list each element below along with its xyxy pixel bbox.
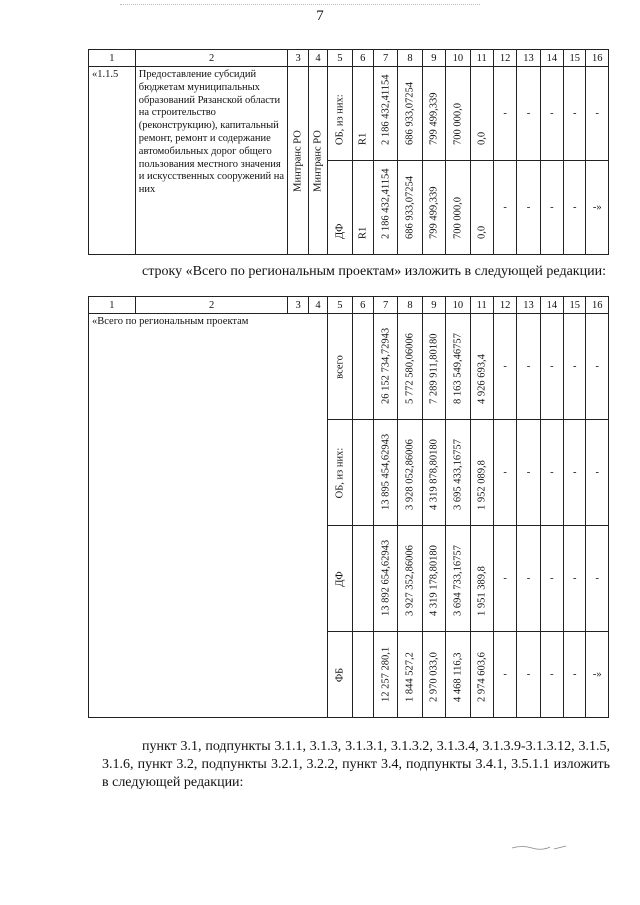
value-cell: 3 695 433,16757 bbox=[446, 420, 470, 526]
dash-cell: - bbox=[517, 161, 540, 255]
value-cell: 1 951 389,8 bbox=[470, 526, 493, 632]
dash-cell: - bbox=[564, 67, 586, 161]
header-num: 3 bbox=[288, 297, 308, 314]
value-cell: 2 970 033,0 bbox=[422, 632, 445, 718]
source-cell: ФБ bbox=[328, 632, 352, 718]
header-num: 4 bbox=[308, 297, 327, 314]
source-cell: всего bbox=[328, 314, 352, 420]
value-cell: 0,0 bbox=[470, 67, 493, 161]
value-cell: 13 895 454,62943 bbox=[373, 420, 397, 526]
header-num: 14 bbox=[540, 50, 563, 67]
dash-cell: - bbox=[493, 526, 516, 632]
header-num: 11 bbox=[470, 297, 493, 314]
dash-cell: - bbox=[517, 632, 540, 718]
value-cell: 7 289 911,80180 bbox=[422, 314, 445, 420]
dash-cell: - bbox=[517, 420, 540, 526]
dash-cell: - bbox=[517, 526, 540, 632]
dash-cell: -» bbox=[586, 632, 609, 718]
header-num: 1 bbox=[89, 50, 136, 67]
header-num: 12 bbox=[493, 50, 516, 67]
value-cell: 5 772 580,06006 bbox=[398, 314, 422, 420]
item-code: «1.1.5 bbox=[89, 67, 136, 255]
value-cell: 0,0 bbox=[470, 161, 493, 255]
header-num: 5 bbox=[328, 297, 352, 314]
dash-cell: -» bbox=[586, 161, 609, 255]
table-row bbox=[89, 314, 609, 420]
total-label: «Всего по региональным проектам bbox=[89, 314, 328, 718]
table-2-header-row bbox=[89, 297, 609, 314]
dash-cell: - bbox=[493, 632, 516, 718]
table-1-header-row bbox=[89, 50, 609, 67]
dash-cell: - bbox=[586, 526, 609, 632]
value-cell: 686 933,07254 bbox=[398, 161, 422, 255]
empty-cell bbox=[352, 420, 373, 526]
header-num: 15 bbox=[564, 50, 586, 67]
value-cell: 3 927 352,86006 bbox=[398, 526, 422, 632]
header-num: 7 bbox=[373, 297, 397, 314]
value-cell: 4 319 878,80180 bbox=[422, 420, 445, 526]
table-1-1-5 bbox=[88, 49, 609, 255]
header-num: 6 bbox=[352, 50, 373, 67]
source-cell: ДФ bbox=[328, 526, 352, 632]
code-cell: R1 bbox=[352, 67, 373, 161]
dash-cell: - bbox=[517, 67, 540, 161]
header-num: 10 bbox=[446, 297, 470, 314]
executor-col4: Минтранс РО bbox=[308, 67, 327, 255]
dash-cell: - bbox=[564, 314, 586, 420]
value-cell: 2 974 603,6 bbox=[470, 632, 493, 718]
value-cell: 700 000,0 bbox=[446, 67, 470, 161]
table-total-regional-projects bbox=[88, 296, 609, 718]
value-cell: 799 499,339 bbox=[422, 161, 445, 255]
value-cell: 686 933,07254 bbox=[398, 67, 422, 161]
dash-cell: - bbox=[493, 161, 516, 255]
dash-cell: - bbox=[564, 161, 586, 255]
header-num: 12 bbox=[493, 297, 516, 314]
dash-cell: - bbox=[540, 67, 563, 161]
dash-cell: - bbox=[540, 161, 563, 255]
pen-scribble-mark bbox=[510, 842, 570, 852]
header-num: 13 bbox=[517, 50, 540, 67]
value-cell: 2 186 432,41154 bbox=[373, 161, 397, 255]
header-num: 10 bbox=[446, 50, 470, 67]
dash-cell: - bbox=[586, 67, 609, 161]
header-num: 9 bbox=[422, 297, 445, 314]
value-cell: 26 152 734,72943 bbox=[373, 314, 397, 420]
item-description: Предоставление субсидий бюджетам муниципальных образований Рязанской области на строительство (реконструкцию), капитальный ремонт, ремонт и содержание автомобильных дорог общего пользования местного значения и искусственных сооружений на них bbox=[135, 67, 288, 255]
source-cell: ОБ, из них: bbox=[328, 420, 352, 526]
header-num: 2 bbox=[135, 297, 288, 314]
dash-cell: - bbox=[493, 314, 516, 420]
source-cell: ОБ, из них: bbox=[328, 67, 352, 161]
header-num: 8 bbox=[398, 50, 422, 67]
dash-cell: - bbox=[493, 67, 516, 161]
page-number: 7 bbox=[316, 8, 324, 24]
value-cell: 3 694 733,16757 bbox=[446, 526, 470, 632]
table-row bbox=[89, 67, 609, 161]
value-cell: 799 499,339 bbox=[422, 67, 445, 161]
value-cell: 2 186 432,41154 bbox=[373, 67, 397, 161]
value-cell: 3 928 052,86006 bbox=[398, 420, 422, 526]
code-cell: R1 bbox=[352, 161, 373, 255]
header-num: 11 bbox=[470, 50, 493, 67]
dash-cell: - bbox=[564, 420, 586, 526]
dash-cell: - bbox=[493, 420, 516, 526]
dash-cell: - bbox=[564, 632, 586, 718]
header-num: 15 bbox=[564, 297, 586, 314]
source-cell: ДФ bbox=[328, 161, 352, 255]
value-cell: 8 163 549,46757 bbox=[446, 314, 470, 420]
header-num: 2 bbox=[135, 50, 288, 67]
instruction-paragraph-2: пункт 3.1, подпункты 3.1.1, 3.1.3, 3.1.3.1, 3.1.3.2, 3.1.3.4, 3.1.3.9-3.1.3.12, 3.1.5, 3.1.6, пункт 3.2, подпункты 3.2.1, 3.2.2, пункт 3.4, подпункты 3.4.1, 3.5.1.1 изложить в следующей редакции: bbox=[102, 739, 610, 790]
header-num: 9 bbox=[422, 50, 445, 67]
value-cell: 12 257 280,1 bbox=[373, 632, 397, 718]
dash-cell: - bbox=[540, 526, 563, 632]
value-cell: 4 319 178,80180 bbox=[422, 526, 445, 632]
header-num: 14 bbox=[540, 297, 563, 314]
dash-cell: - bbox=[540, 314, 563, 420]
dash-cell: - bbox=[586, 314, 609, 420]
header-num: 4 bbox=[308, 50, 327, 67]
value-cell: 4 926 693,4 bbox=[470, 314, 493, 420]
empty-cell bbox=[352, 314, 373, 420]
dash-cell: - bbox=[517, 314, 540, 420]
header-num: 13 bbox=[517, 297, 540, 314]
header-num: 1 bbox=[89, 297, 136, 314]
value-cell: 13 892 654,62943 bbox=[373, 526, 397, 632]
header-num: 16 bbox=[586, 297, 609, 314]
dash-cell: - bbox=[586, 420, 609, 526]
header-num: 3 bbox=[288, 50, 308, 67]
header-num: 8 bbox=[398, 297, 422, 314]
instruction-paragraph-1: строку «Всего по региональным проектам» изложить в следующей редакции: bbox=[142, 264, 606, 279]
dash-cell: - bbox=[540, 632, 563, 718]
value-cell: 1 844 527,2 bbox=[398, 632, 422, 718]
value-cell: 700 000,0 bbox=[446, 161, 470, 255]
value-cell: 1 952 089,8 bbox=[470, 420, 493, 526]
top-edge-mark bbox=[120, 4, 480, 5]
header-num: 7 bbox=[373, 50, 397, 67]
dash-cell: - bbox=[564, 526, 586, 632]
header-num: 16 bbox=[586, 50, 609, 67]
value-cell: 4 468 116,3 bbox=[446, 632, 470, 718]
empty-cell bbox=[352, 526, 373, 632]
header-num: 6 bbox=[352, 297, 373, 314]
dash-cell: - bbox=[540, 420, 563, 526]
executor-col3: Минтранс РО bbox=[288, 67, 308, 255]
empty-cell bbox=[352, 632, 373, 718]
header-num: 5 bbox=[328, 50, 352, 67]
